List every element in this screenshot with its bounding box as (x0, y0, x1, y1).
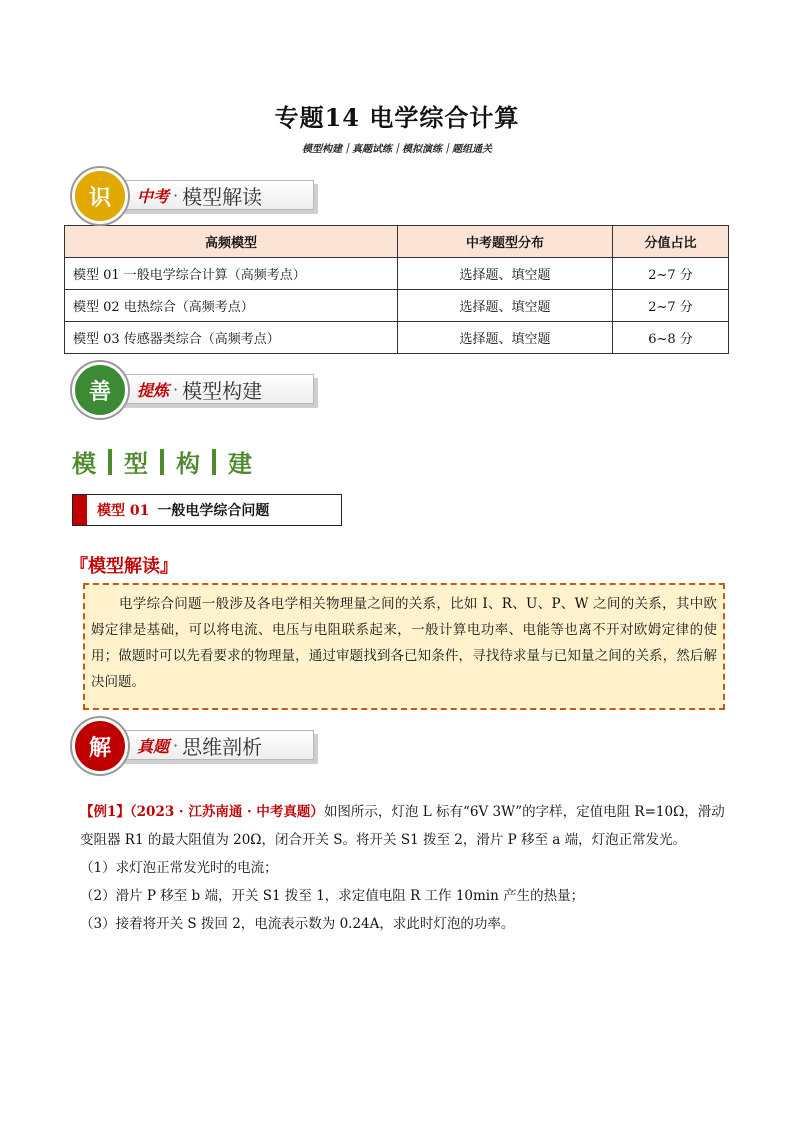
table-header: 分值占比 (613, 226, 729, 258)
table-row (65, 322, 729, 354)
banner-main: 模型解读 (182, 184, 263, 209)
section-heading-model-building (72, 444, 252, 479)
heading-divider (160, 449, 164, 475)
banner-main: 模型构建 (182, 378, 263, 403)
example-source: （2023 · 江苏南通 · 中考真题） (129, 804, 324, 820)
banner-main: 思维剖析 (182, 734, 263, 759)
table-row (65, 290, 729, 322)
heading-char: 型 (124, 449, 148, 478)
table-header-row (65, 226, 729, 258)
example-1 (80, 798, 730, 938)
table-header: 中考题型分布 (398, 226, 613, 258)
banner-bar (118, 374, 314, 404)
heading-divider (212, 449, 216, 475)
banner-real-exam (72, 718, 322, 774)
page-title: 专题14 电学综合计算 (274, 103, 520, 132)
banner-bar (118, 180, 314, 210)
example-stem (80, 798, 730, 854)
heading-char: 建 (228, 449, 252, 478)
table-cell: 模型 01 一般电学综合计算（高频考点） (65, 258, 398, 290)
red-flag-icon (73, 495, 87, 525)
banner-tag: 中考 (137, 186, 170, 206)
banner-model-reading (72, 168, 322, 224)
table-cell: 6~8 分 (613, 322, 729, 354)
model-table (64, 225, 729, 354)
model01-heading (72, 494, 342, 526)
table-cell: 模型 03 传感器类综合（高频考点） (65, 322, 398, 354)
banner-dot: · (173, 185, 179, 205)
table-cell: 选择题、填空题 (398, 290, 613, 322)
heading-char: 构 (176, 449, 200, 478)
table-cell: 2~7 分 (613, 258, 729, 290)
example-label: 【例1】 (80, 804, 130, 820)
badge-icon: 善 (72, 362, 128, 418)
heading-char: 模 (72, 449, 96, 478)
table-cell: 模型 02 电热综合（高频考点） (65, 290, 398, 322)
banner-dot: · (173, 735, 179, 755)
question-3: （3）接着将开关 S 拨回 2，电流表示数为 0.24A，求此时灯泡的功率。 (80, 916, 515, 932)
banner-model-building (72, 362, 322, 418)
model-explain-box: 电学综合问题一般涉及各电学相关物理量之间的关系，比如 I、R、U、P、W 之间的关系，其中欧姆定律是基础，可以将电流、电压与电阻联系起来，一般计算电功率、电能等也离不开对欧姆定律的使用；做题时可以先看要求的物理量，通过审题找到各已知条件，寻找待求量与已知量之间的关系，然后解决问题。 (83, 583, 725, 710)
banner-tag: 提炼 (137, 380, 170, 400)
model-explain-title: 『模型解读』 (70, 556, 178, 577)
table-header: 高频模型 (65, 226, 398, 258)
table-cell: 选择题、填空题 (398, 258, 613, 290)
banner-dot: · (173, 379, 179, 399)
badge-icon: 识 (72, 168, 128, 224)
badge-icon: 解 (72, 718, 128, 774)
banner-bar (118, 730, 314, 760)
question-2: （2）滑片 P 移至 b 端，开关 S1 拨至 1，求定值电阻 R 工作 10min 产生的热量； (80, 888, 585, 904)
heading-divider (108, 449, 112, 475)
model-code: 模型 01 (97, 503, 150, 519)
banner-tag: 真题 (137, 736, 170, 756)
page-subtitle: 模型构建｜真题试练｜模拟演练｜题组通关 (302, 144, 492, 155)
example-text: 如图所示，灯泡 L 标有“6V 3W”的字样，定值电阻 R=10Ω，滑动变阻器 R1 的最大阻值为 20Ω，闭合开关 S。将开关 S1 拨至 2，滑片 P 移至 a 端，灯泡正常发光。 (80, 804, 725, 848)
question-1: （1）求灯泡正常发光时的电流； (80, 860, 278, 876)
table-row (65, 258, 729, 290)
table-cell: 选择题、填空题 (398, 322, 613, 354)
table-cell: 2~7 分 (613, 290, 729, 322)
model-name: 一般电学综合问题 (157, 503, 270, 519)
